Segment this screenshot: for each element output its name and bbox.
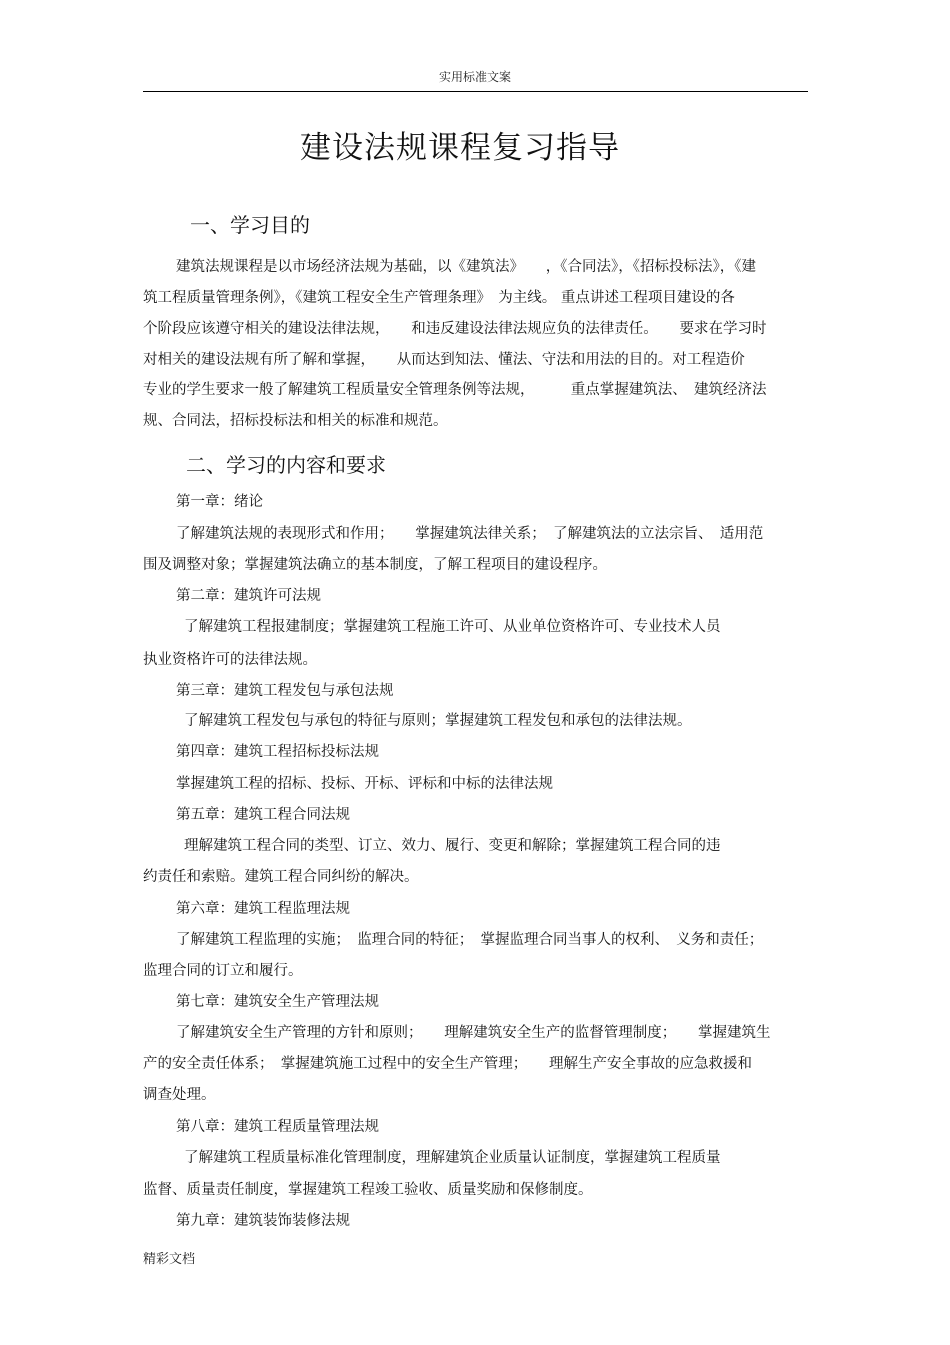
paragraph-line: 围及调整对象；掌握建筑法确立的基本制度，了解工程项目的建设程序。 [143,557,607,573]
chapter-heading: 第一章：绪论 [176,494,263,510]
running-footer: 精彩文档 [143,1252,196,1267]
chapter-heading: 第二章：建筑许可法规 [176,588,321,604]
paragraph-line: 了解建筑工程质量标准化管理制度，理解建筑企业质量认证制度，掌握建筑工程质量 [184,1150,721,1166]
paragraph-line: 了解建筑工程发包与承包的特征与原则；掌握建筑工程发包和承包的法律法规。 [184,713,692,729]
paragraph-line: 理解建筑工程合同的类型、订立、效力、履行、变更和解除；掌握建筑工程合同的违 [184,838,721,854]
chapter-heading: 第五章：建筑工程合同法规 [176,807,350,823]
paragraph-line: 执业资格许可的法律法规。 [143,652,317,668]
paragraph-line: 个阶段应该遵守相关的建设法律法规， 和违反建设法律法规应负的法律责任。 要求在学习时 [143,321,767,337]
paragraph-line: 产的安全责任体系； 掌握建筑施工过程中的安全生产管理； 理解生产安全事故的应急救援和 [143,1056,752,1072]
chapter-heading: 第四章：建筑工程招标投标法规 [176,744,379,760]
chapter-heading: 第九章：建筑装饰装修法规 [176,1213,350,1229]
paragraph-line: 约责任和索赔。建筑工程合同纠纷的解决。 [143,869,419,885]
header-divider [143,91,808,92]
paragraph-line: 了解建筑工程报建制度；掌握建筑工程施工许可、从业单位资格许可、专业技术人员 [184,619,721,635]
section-heading-content: 二、学习的内容和要求 [186,453,386,477]
paragraph-line: 调查处理。 [143,1087,216,1103]
section-heading-objectives: 一、学习目的 [190,213,310,237]
paragraph-line: 了解建筑法规的表现形式和作用； 掌握建筑法律关系； 了解建筑法的立法宗旨、 适用范 [176,526,764,542]
paragraph-line: 专业的学生要求一般了解建筑工程质量安全管理条例等法规， 重点掌握建筑法、 建筑经济法 [143,382,767,398]
paragraph-line: 了解建筑工程监理的实施； 监理合同的特征； 掌握监理合同当事人的权利、 义务和责任； [176,932,764,948]
paragraph-line: 筑工程质量管理条例》，《建筑工程安全生产管理条理》 为主线。 重点讲述工程项目建设的各 [143,290,735,306]
paragraph-line: 监督、质量责任制度，掌握建筑工程竣工验收、质量奖励和保修制度。 [143,1182,593,1198]
paragraph-line: 对相关的建设法规有所了解和掌握， 从而达到知法、懂法、守法和用法的目的。对工程造价 [143,352,745,368]
paragraph-line: 掌握建筑工程的招标、投标、开标、评标和中标的法律法规 [176,776,553,792]
paragraph-line: 规、合同法，招标投标法和相关的标准和规范。 [143,413,448,429]
running-header: 实用标准文案 [438,70,511,84]
page-title: 建设法规课程复习指导 [300,130,620,166]
chapter-heading: 第三章：建筑工程发包与承包法规 [176,683,394,699]
paragraph-line: 建筑法规课程是以市场经济法规为基础，以《建筑法》 ，《合同法》，《招标投标法》，《建 [176,259,756,275]
paragraph-line: 了解建筑安全生产管理的方针和原则； 理解建筑安全生产的监督管理制度； 掌握建筑生 [176,1025,771,1041]
chapter-heading: 第六章：建筑工程监理法规 [176,901,350,917]
chapter-heading: 第七章：建筑安全生产管理法规 [176,994,379,1010]
chapter-heading: 第八章：建筑工程质量管理法规 [176,1119,379,1135]
paragraph-line: 监理合同的订立和履行。 [143,963,303,979]
